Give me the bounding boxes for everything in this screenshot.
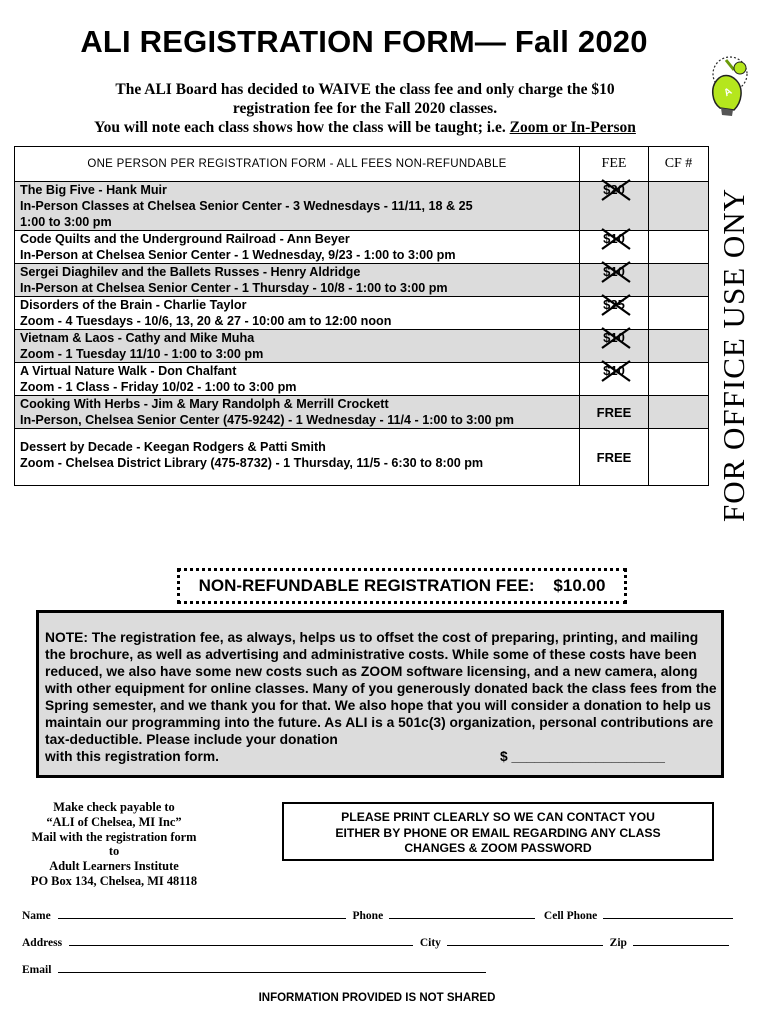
table-row [15,182,709,231]
table-row [15,330,709,363]
class-line: Dessert by Decade - Keegan Rodgers & Patti Smith [20,440,326,454]
zip-field[interactable] [633,935,729,946]
svg-text:A: A [722,85,735,100]
class-line: In-Person at Chelsea Senior Center - 1 Thursday - 10/8 - 1:00 to 3:00 pm [20,281,448,295]
registration-fee-box [177,568,627,604]
class-description [15,396,580,429]
waived-fee [603,330,625,345]
name-row [22,908,733,922]
class-line: Zoom - Chelsea District Library (475-8732) - 1 Thursday, 11/5 - 6:30 to 8:00 pm [20,456,484,470]
strike-x-icon [600,293,632,317]
name-label: Name [22,910,51,922]
intro-line-1: The ALI Board has decided to WAIVE the class fee and only charge the $10 [115,81,615,98]
address-label: Address [22,937,63,949]
class-line: Code Quilts and the Underground Railroad - Ann Beyer [20,232,350,246]
class-description [15,297,580,330]
class-fee [580,297,649,330]
city-field[interactable] [447,935,603,946]
address-row [22,935,729,949]
privacy-footer: INFORMATION PROVIDED IS NOT SHARED [258,992,496,1004]
class-fee [580,429,649,486]
class-line: Disorders of the Brain - Charlie Taylor [20,298,247,312]
mail-line: to [108,844,120,859]
class-line: Zoom - 1 Tuesday 11/10 - 1:00 to 3:00 pm [20,347,264,361]
note-last-line: with this registration form. [45,749,220,764]
fee-amount: FREE [596,404,632,420]
intro-text [20,80,710,137]
registration-fee-amount: $10.00 [553,576,606,595]
cell-phone-field[interactable] [603,908,733,919]
class-line: In-Person, Chelsea Senior Center (475-9242) - 1 Wednesday - 11/4 - 1:00 to 3:00 pm [20,413,514,427]
fee-header: FEE [580,147,649,182]
fee-amount: FREE [596,449,632,465]
class-line: Cooking With Herbs - Jim & Mary Randolph & Merrill Crockett [20,397,389,411]
strike-x-icon [600,326,632,350]
registration-fee-label: NON-REFUNDABLE REGISTRATION FEE: [198,576,535,595]
class-description [15,330,580,363]
zoom-or-in-person: Zoom or In-Person [509,119,636,136]
phone-field[interactable] [389,908,535,919]
waived-fee [603,297,625,312]
fee-amount: $10 [603,264,625,279]
table-row [15,297,709,330]
cf-header: CF # [649,147,709,182]
class-fee [580,231,649,264]
email-row [22,962,486,976]
cf-cell[interactable] [649,396,709,429]
cf-cell[interactable] [649,429,709,486]
class-description [15,429,580,486]
phone-label: Phone [352,910,384,922]
waived-fee [603,264,625,279]
table-row [15,396,709,429]
fee-amount: $25 [603,297,625,312]
mail-instructions [14,800,214,889]
class-line: In-Person Classes at Chelsea Senior Center - 3 Wednesdays - 11/11, 18 & 25 [20,199,473,213]
class-line: In-Person at Chelsea Senior Center - 1 Wednesday, 9/23 - 1:00 to 3:00 pm [20,248,456,262]
class-table [14,146,709,486]
mail-line: Make check payable to [53,800,175,814]
table-row [15,231,709,264]
class-fee [580,363,649,396]
class-line: Sergei Diaghilev and the Ballets Russes - Henry Aldridge [20,265,361,279]
table-row [15,264,709,297]
mail-line: “ALI of Chelsea, MI Inc” [46,814,182,829]
class-description [15,264,580,297]
cf-cell[interactable] [649,330,709,363]
cell-phone-label: Cell Phone [543,910,598,922]
address-field[interactable] [69,935,413,946]
class-fee [580,264,649,297]
class-line: The Big Five - Hank Muir [20,183,167,197]
mail-line: Adult Learners Institute [49,859,179,874]
waived-fee [603,363,625,378]
class-fee [580,182,649,231]
mail-line: Mail with the registration form [31,829,197,844]
waived-fee [603,231,625,246]
class-line: Vietnam & Laos - Cathy and Mike Muha [20,331,255,345]
waived-fee [603,182,625,197]
cf-cell[interactable] [649,231,709,264]
class-fee [580,330,649,363]
mail-line: PO Box 134, Chelsea, MI 48118 [30,873,198,888]
city-label: City [419,937,441,949]
donation-note [36,610,724,778]
strike-x-icon [600,227,632,251]
intro-line-2: registration fee for the Fall 2020 classes. [232,100,498,117]
form-title: ALI REGISTRATION FORM— Fall 2020 [80,24,648,59]
donation-amount-field[interactable]: $ ____________________ [500,749,665,764]
table-header: ONE PERSON PER REGISTRATION FORM - ALL FEES NON-REFUNDABLE [15,147,580,182]
class-line: Zoom - 4 Tuesdays - 10/6, 13, 20 & 27 - 10:00 am to 12:00 noon [20,314,392,328]
table-row [15,363,709,396]
email-label: Email [22,964,52,976]
class-line: Zoom - 1 Class - Friday 10/02 - 1:00 to 3:00 pm [20,380,297,394]
print-notice-line: EITHER BY PHONE OR EMAIL REGARDING ANY CLASS [335,825,661,840]
email-field[interactable] [58,962,486,973]
fee-amount: $10 [603,231,625,246]
class-description [15,231,580,264]
print-clearly-notice [282,802,714,861]
fee-amount: $10 [603,330,625,345]
free-fee [597,450,632,465]
class-description [15,182,580,231]
office-use-label: FOR OFFICE USE ONY [716,187,751,523]
note-text: NOTE: The registration fee, as always, helps us to offset the cost of preparing, printing, and mailing the brochure, as well as advertising and administrative costs. While some of these costs have been reduced, we also have some new costs such as ZOOM software licensing, and a new camera, along with other equipment for online classes. Many of you generously donated back the class fees from the Spring semester, and we thank you for that. We also hope that you will consider a donation to help us maintain our programming into the future. As ALI is a 501c(3) organization, personal contributions are tax-deductible. Please include your donation [45,630,717,747]
class-line: 1:00 to 3:00 pm [20,215,112,229]
class-fee [580,396,649,429]
strike-x-icon [600,178,632,202]
print-notice-line: PLEASE PRINT CLEARLY SO WE CAN CONTACT YOU [341,810,655,824]
class-description [15,363,580,396]
print-notice-line: CHANGES & ZOOM PASSWORD [404,841,592,855]
strike-x-icon [600,260,632,284]
fee-amount: $10 [603,363,625,378]
zip-label: Zip [609,937,627,949]
cf-cell[interactable] [649,297,709,330]
free-fee [597,405,632,420]
fee-amount: $20 [603,182,625,197]
name-field[interactable] [58,908,346,919]
cf-cell[interactable] [649,182,709,231]
strike-x-icon [600,359,632,383]
intro-line-3: You will note each class shows how the class will be taught; i.e. Zoom or In-Person [94,119,636,136]
table-row [15,429,709,486]
class-line: A Virtual Nature Walk - Don Chalfant [20,364,237,378]
cf-cell[interactable] [649,363,709,396]
cf-cell[interactable] [649,264,709,297]
